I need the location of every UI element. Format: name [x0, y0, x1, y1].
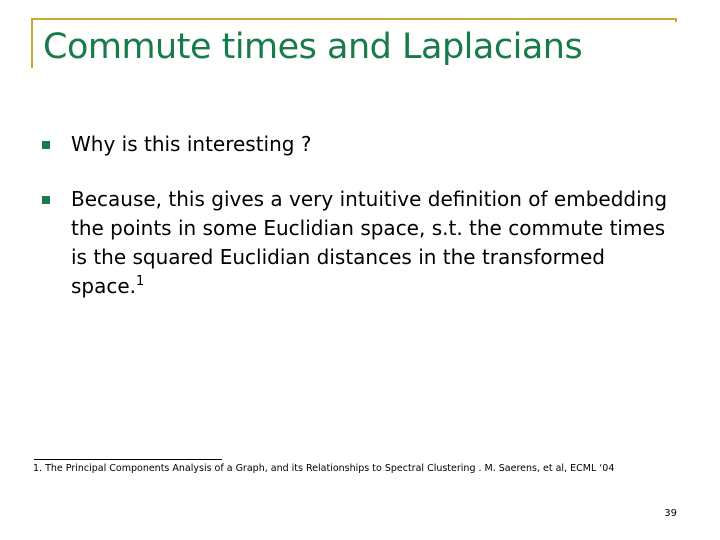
bullet-list — [38, 130, 678, 327]
bullet-text-body: Because, this gives a very intuitive definition of embedding the points in some Euclidian space, s.t. the commute times is the squared Euclidian distances in the transformed space. — [71, 187, 668, 298]
page-number: 39 — [664, 508, 677, 519]
title-frame-right-border — [675, 18, 677, 22]
title-frame-top-border — [31, 18, 677, 20]
footnote-separator — [34, 459, 222, 460]
footnote: 1. The Principal Components Analysis of a Graph, and its Relationships to Spectral Clustering . M. Saerens, et al, ECML ‘04 — [33, 463, 615, 474]
bullet-text — [71, 185, 676, 301]
slide-title: Commute times and Laplacians — [43, 27, 583, 67]
footnote-reference: 1 — [136, 274, 145, 289]
title-frame-left-border — [31, 18, 33, 68]
bullet-text-body: Why is this interesting ? — [71, 132, 312, 156]
square-bullet-icon — [42, 196, 50, 204]
bullet-item-why-interesting — [38, 130, 678, 159]
bullet-text — [71, 130, 676, 159]
square-bullet-icon — [42, 141, 50, 149]
bullet-item-because — [38, 185, 678, 301]
